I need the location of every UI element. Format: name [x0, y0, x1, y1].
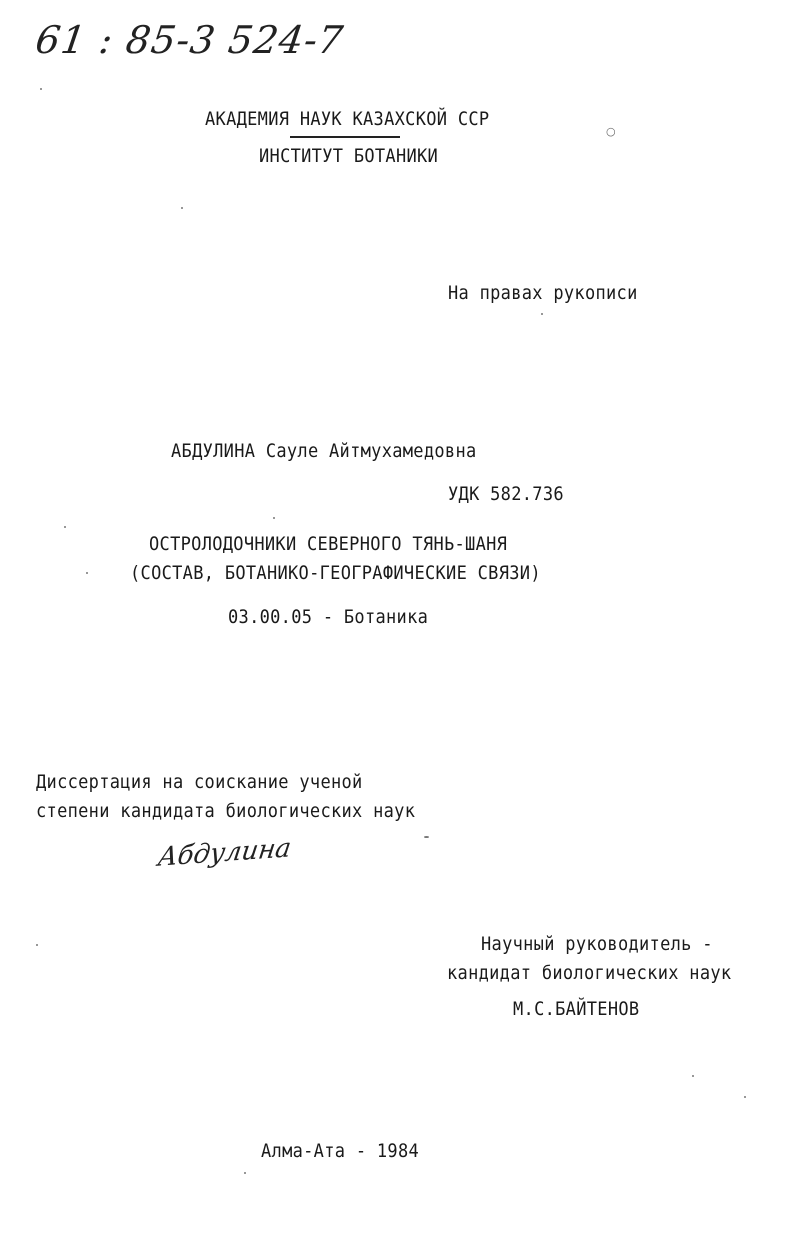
scan-speck [36, 944, 38, 946]
supervisor-role: Научный руководитель - [481, 933, 713, 956]
title-line-1: ОСТРОЛОДОЧНИКИ СЕВЕРНОГО ТЯНЬ-ШАНЯ [149, 533, 508, 556]
institute-name: ИНСТИТУТ БОТАНИКИ [259, 145, 439, 168]
scan-speck [244, 1172, 246, 1174]
archive-number-handwritten: 61 : 85-3 524-7 [32, 18, 347, 62]
author-name: АБДУЛИНА Сауле Айтмухамедовна [171, 440, 477, 463]
place-year: Алма-Ата - 1984 [261, 1140, 420, 1163]
scan-speck [273, 517, 275, 519]
dissertation-type-line-1: Диссертация на соискание ученой [36, 771, 363, 794]
scan-speck [40, 88, 42, 90]
scan-speck [64, 526, 66, 528]
scan-speck [181, 207, 183, 209]
title-line-2: (СОСТАВ, БОТАНИКО-ГЕОГРАФИЧЕСКИЕ СВЯЗИ) [130, 562, 541, 585]
udc-code: УДК 582.736 [448, 483, 564, 506]
author-signature: Абдулина [156, 833, 294, 873]
scan-speck [541, 313, 543, 315]
header-divider [290, 136, 400, 138]
rights-notice: На правах рукописи [448, 282, 638, 305]
academy-name: АКАДЕМИЯ НАУК КАЗАХСКОЙ ССР [205, 108, 490, 131]
specialty-code: 03.00.05 - Ботаника [228, 606, 429, 629]
scan-speck [692, 1075, 694, 1077]
scan-speck [744, 1096, 746, 1098]
scan-speck [86, 572, 88, 574]
scan-speck [424, 836, 429, 838]
dissertation-type-line-2: степени кандидата биологических наук [36, 800, 416, 823]
supervisor-name: М.С.БАЙТЕНОВ [513, 998, 640, 1021]
stamp-mark-icon: ○ [606, 125, 616, 138]
supervisor-degree: кандидат биологических наук [447, 962, 732, 985]
